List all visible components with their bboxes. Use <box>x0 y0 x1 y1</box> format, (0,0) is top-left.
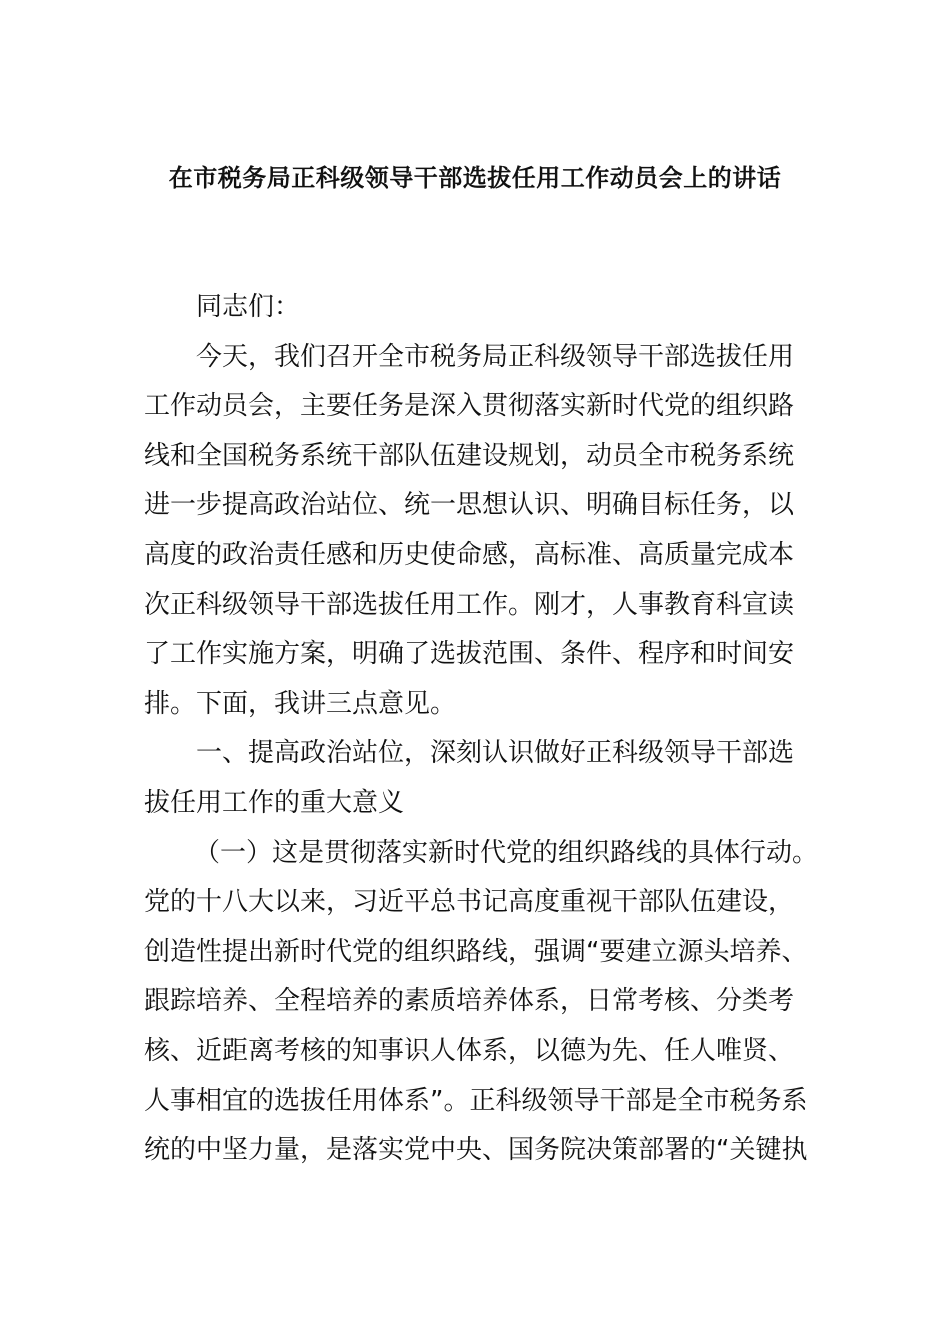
paragraph-line: 工作动员会，主要任务是深入贯彻落实新时代党的组织路 <box>144 391 795 422</box>
paragraph-line: 高度的政治责任感和历史使命感，高标准、高质量完成本 <box>144 539 795 570</box>
paragraph-line: 线和全国税务系统干部队伍建设规划，动员全市税务系统 <box>144 440 795 471</box>
paragraph-line: 今天，我们召开全市税务局正科级领导干部选拔任用 <box>196 341 795 372</box>
section-heading-line: 拔任用工作的重大意义 <box>144 787 405 818</box>
subsection-line: （一）这是贯彻落实新时代党的组织路线的具体行动。 <box>194 837 819 868</box>
paragraph-line: 跟踪培养、全程培养的素质培养体系，日常考核、分类考 <box>144 986 795 1017</box>
document-body <box>144 283 819 1176</box>
paragraph-line: 党的十八大以来，习近平总书记高度重视干部队伍建设， <box>144 887 795 918</box>
salutation-line: 同志们： <box>196 292 301 322</box>
paragraph-line: 统的中坚力量，是落实党中央、国务院决策部署的“关键执 <box>144 1135 808 1166</box>
paragraph-line: 进一步提高政治站位、统一思想认识、明确目标任务，以 <box>144 490 795 521</box>
paragraph-line: 创造性提出新时代党的组织路线，强调“要建立源头培养、 <box>144 936 808 967</box>
paragraph-line: 次正科级领导干部选拔任用工作。刚才，人事教育科宣读 <box>144 589 795 620</box>
section-heading-line: 一、提高政治站位，深刻认识做好正科级领导干部选 <box>196 738 795 769</box>
paragraph-line: 核、近距离考核的知事识人体系，以德为先、任人唯贤、 <box>144 1035 795 1066</box>
paragraph-line: 人事相宜的选拔任用体系”。正科级领导干部是全市税务系 <box>144 1085 808 1116</box>
paragraph-line: 排。下面，我讲三点意见。 <box>144 688 457 719</box>
paragraph-line: 了工作实施方案，明确了选拔范围、条件、程序和时间安 <box>144 639 795 670</box>
document-title: 在市税务局正科级领导干部选拔任用工作动员会上的讲话 <box>168 164 782 192</box>
